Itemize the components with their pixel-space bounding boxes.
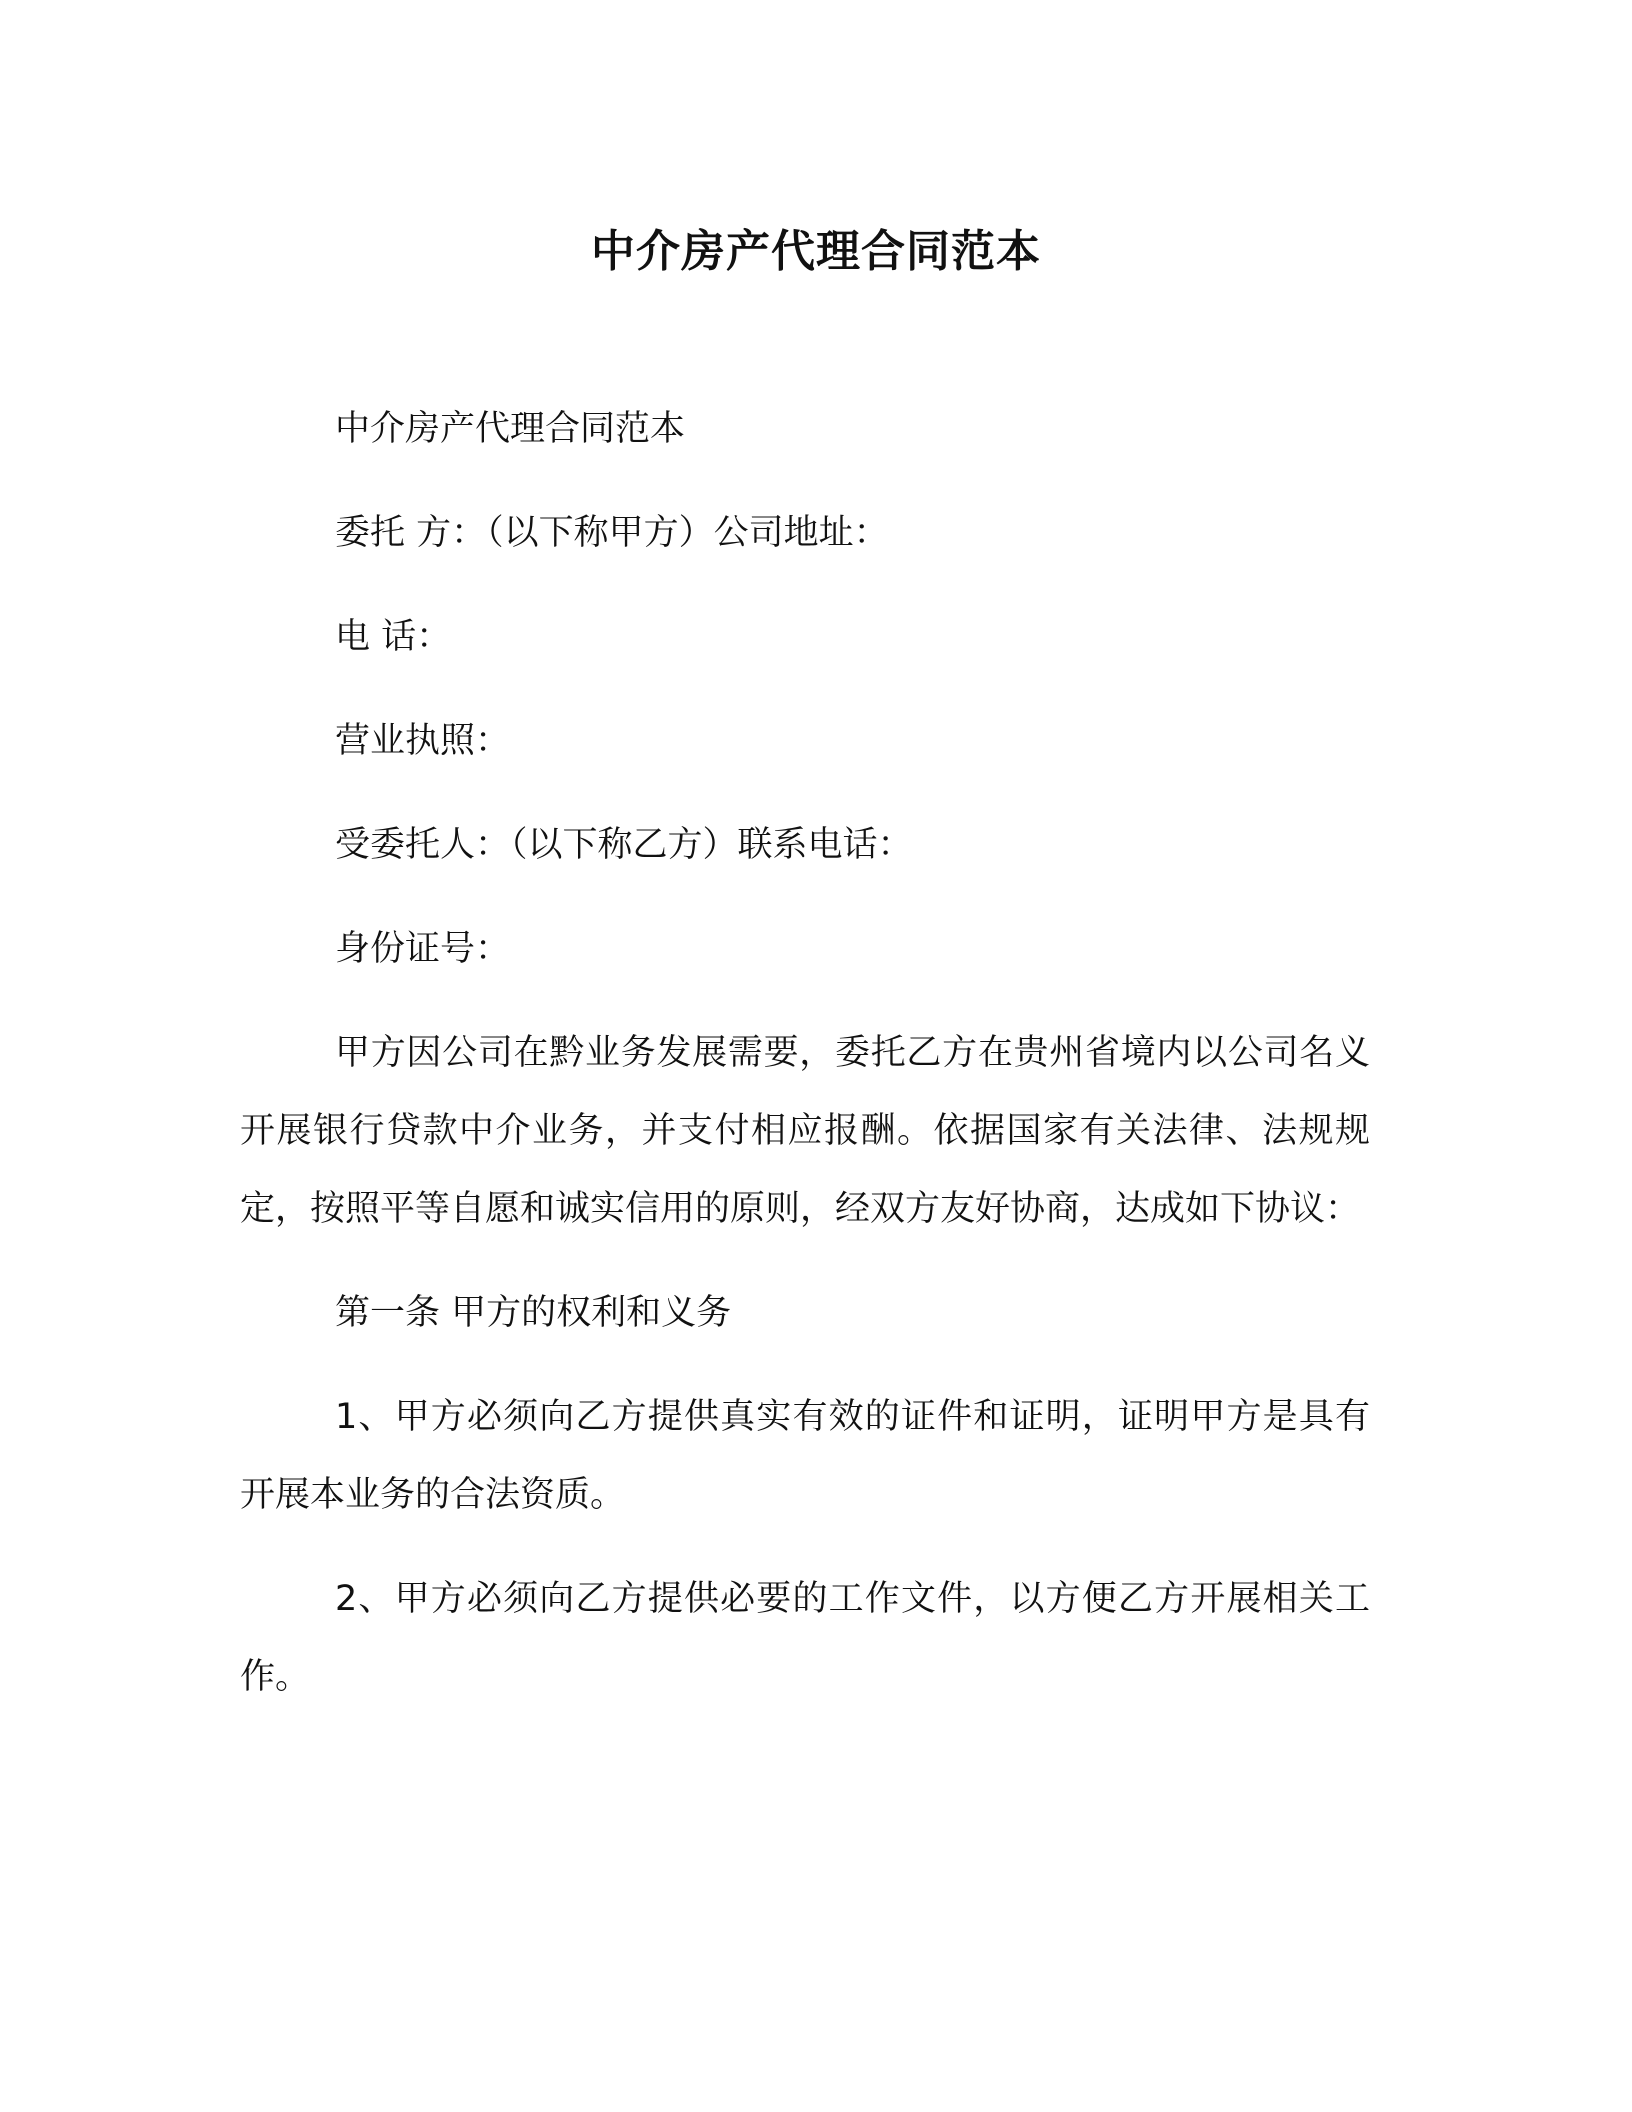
- document-title: 中介房产代理合同范本: [591, 226, 1041, 277]
- paragraph-preamble: 甲方因公司在黔业务发展需要，委托乙方在贵州省境内以公司名义开展银行贷款中介业务，并支付相应报酬。依据国家有关法律、法规规定，按照平等自愿和诚实信用的原则，经双方友好协商，达成如下协议：: [240, 1033, 1370, 1229]
- paragraph-clause-1: 1、甲方必须向乙方提供真实有效的证件和证明，证明甲方是具有开展本业务的合法资质。: [240, 1397, 1370, 1515]
- paragraph-id-number: 身份证号：: [335, 929, 511, 969]
- paragraph-article-1-heading: 第一条 甲方的权利和义务: [335, 1293, 732, 1333]
- paragraph-business-license: 营业执照：: [335, 721, 511, 761]
- paragraph-clause-2: 2、甲方必须向乙方提供必要的工作文件，以方便乙方开展相关工作。: [240, 1579, 1370, 1697]
- paragraph-agent: 受委托人：（以下称乙方）联系电话：: [335, 825, 913, 865]
- paragraph-subtitle: 中介房产代理合同范本: [335, 409, 686, 449]
- paragraph-principal: 委托 方：（以下称甲方）公司地址：: [335, 513, 889, 553]
- paragraph-phone: 电 话：: [335, 617, 452, 657]
- document-body: [240, 390, 1370, 1742]
